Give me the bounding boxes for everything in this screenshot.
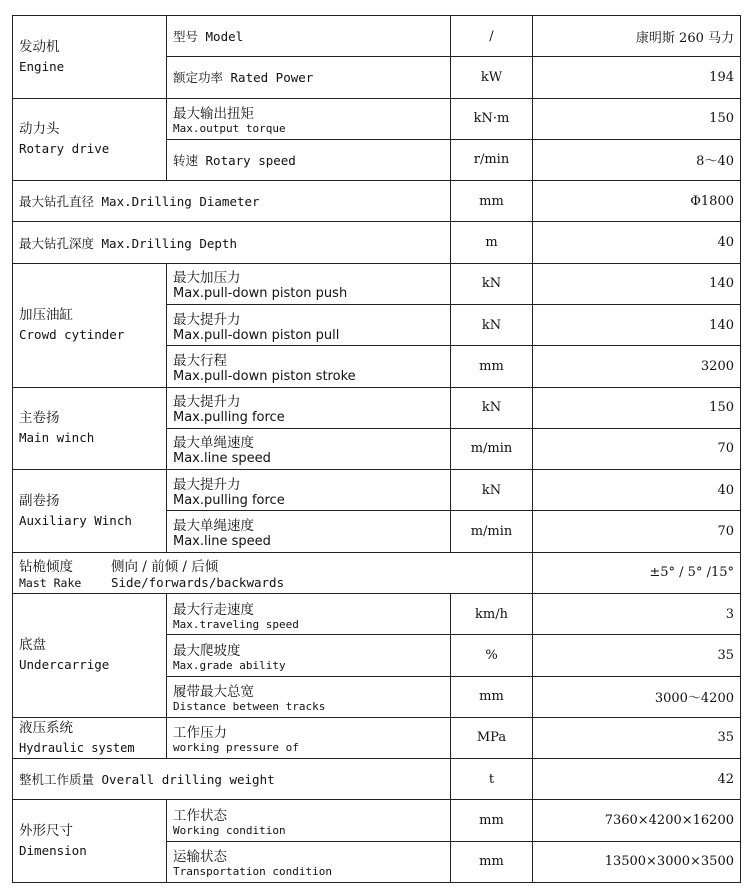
spec-row — [13, 717, 741, 758]
spec-row — [13, 263, 741, 304]
value-cell: 13500×3000×3500 — [533, 841, 741, 882]
param-label: 运输状态 Transportation condition — [167, 841, 451, 882]
spec-table — [12, 15, 741, 883]
spec-row — [13, 593, 741, 634]
spec-row — [13, 16, 741, 57]
group-dimension: 外形尺寸 Dimension — [13, 800, 167, 883]
unit-cell: kN — [451, 304, 533, 345]
param-label: 转速 Rotary speed — [167, 139, 451, 180]
unit-cell: mm — [451, 800, 533, 841]
mast-label: 钻桅倾度 侧向 / 前倾 / 后倾 Mast Rake Side/forwards/backwards — [13, 552, 533, 593]
spec-row — [13, 98, 741, 139]
group-undercarriage: 底盘 Undercarrige — [13, 593, 167, 717]
unit-cell: kW — [451, 57, 533, 98]
value-cell: 35 — [533, 717, 741, 758]
group-engine: 发动机 Engine — [13, 16, 167, 99]
value-cell: 3 — [533, 593, 741, 634]
spec-row — [13, 470, 741, 511]
param-label: 最大行程 Max.pull-down piston stroke — [167, 346, 451, 387]
param-label: 最大提升力 Max.pulling force — [167, 387, 451, 428]
spec-row — [13, 800, 741, 841]
param-label: 履带最大总宽 Distance between tracks — [167, 676, 451, 717]
unit-cell: kN — [451, 470, 533, 511]
value-cell: 3000～4200 — [533, 676, 741, 717]
value-cell: 35 — [533, 635, 741, 676]
param-label: 最大加压力 Max.pull-down piston push — [167, 263, 451, 304]
unit-cell: mm — [451, 676, 533, 717]
group-hydraulic: 液压系统 Hydraulic system — [13, 717, 167, 758]
value-cell: ±5° / 5° /15° — [533, 552, 741, 593]
value-cell: 42 — [533, 759, 741, 800]
value-cell: 3200 — [533, 346, 741, 387]
unit-cell: kN — [451, 263, 533, 304]
group-main-winch: 主卷扬 Main winch — [13, 387, 167, 470]
unit-cell: m — [451, 222, 533, 263]
value-cell: 150 — [533, 387, 741, 428]
value-cell: 8～40 — [533, 139, 741, 180]
value-cell: 70 — [533, 511, 741, 552]
unit-cell: km/h — [451, 593, 533, 634]
param-label: 最大钻孔直径 Max.Drilling Diameter — [13, 181, 451, 222]
unit-cell: / — [451, 16, 533, 57]
param-label: 最大提升力 Max.pulling force — [167, 470, 451, 511]
param-label: 最大输出扭矩 Max.output torque — [167, 98, 451, 139]
param-label: 额定功率 Rated Power — [167, 57, 451, 98]
spec-row — [13, 552, 741, 593]
unit-cell: kN·m — [451, 98, 533, 139]
value-cell: 7360×4200×16200 — [533, 800, 741, 841]
group-rotary: 动力头 Rotary drive — [13, 98, 167, 181]
spec-row — [13, 759, 741, 800]
param-label: 工作压力 working pressure of — [167, 717, 451, 758]
param-label: 型号 Model — [167, 16, 451, 57]
unit-cell: t — [451, 759, 533, 800]
value-cell: Φ1800 — [533, 181, 741, 222]
value-cell: 40 — [533, 222, 741, 263]
group-aux-winch: 副卷扬 Auxiliary Winch — [13, 470, 167, 553]
spec-row — [13, 387, 741, 428]
param-label: 最大单绳速度 Max.line speed — [167, 511, 451, 552]
spec-row — [13, 181, 741, 222]
value-cell: 70 — [533, 428, 741, 469]
value-cell: 康明斯 260 马力 — [533, 16, 741, 57]
unit-cell: mm — [451, 346, 533, 387]
group-crowd: 加压油缸 Crowd cytinder — [13, 263, 167, 387]
param-label: 最大行走速度 Max.traveling speed — [167, 593, 451, 634]
unit-cell: r/min — [451, 139, 533, 180]
value-cell: 150 — [533, 98, 741, 139]
value-cell: 40 — [533, 470, 741, 511]
unit-cell: MPa — [451, 717, 533, 758]
value-cell: 194 — [533, 57, 741, 98]
param-label: 最大钻孔深度 Max.Drilling Depth — [13, 222, 451, 263]
unit-cell: % — [451, 635, 533, 676]
unit-cell: mm — [451, 841, 533, 882]
param-label: 最大提升力 Max.pull-down piston pull — [167, 304, 451, 345]
param-label: 整机工作质量 Overall drilling weight — [13, 759, 451, 800]
value-cell: 140 — [533, 263, 741, 304]
param-label: 最大单绳速度 Max.line speed — [167, 428, 451, 469]
unit-cell: kN — [451, 387, 533, 428]
unit-cell: m/min — [451, 428, 533, 469]
unit-cell: m/min — [451, 511, 533, 552]
spec-row — [13, 222, 741, 263]
value-cell: 140 — [533, 304, 741, 345]
unit-cell: mm — [451, 181, 533, 222]
param-label: 最大爬坡度 Max.grade ability — [167, 635, 451, 676]
param-label: 工作状态 Working condition — [167, 800, 451, 841]
